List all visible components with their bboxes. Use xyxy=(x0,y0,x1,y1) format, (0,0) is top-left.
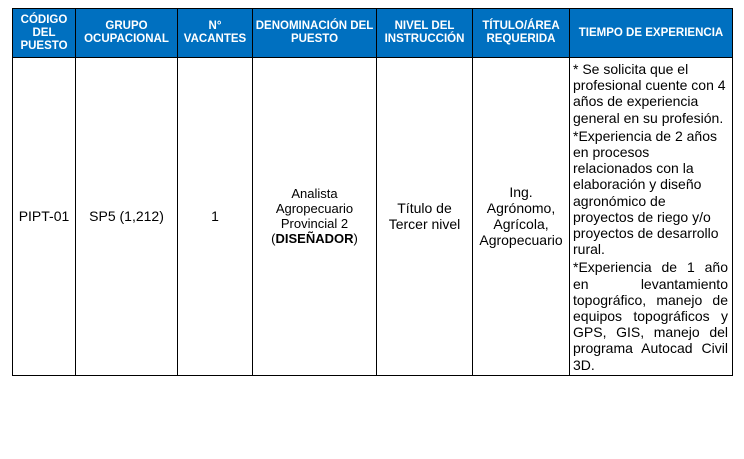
header-titulo: TÍTULO/ÁREA REQUERIDA xyxy=(473,9,570,58)
cell-vacantes: 1 xyxy=(178,58,253,376)
header-denominacion: DENOMINACIÓN DEL PUESTO xyxy=(253,9,377,58)
titulo-line-3: Agrícola, xyxy=(493,216,549,233)
denominacion-line-2: Agropecuario xyxy=(275,201,354,217)
denominacion-line-1: Analista xyxy=(291,186,338,202)
experiencia-item-1: * Se solicita que el profesional cuente con 4 años de experiencia general en su profesión. xyxy=(573,61,726,126)
cell-codigo: PIPT-01 xyxy=(13,58,76,376)
denominacion-close-paren: ) xyxy=(353,231,358,247)
experiencia-item-3: *Experiencia de 1 año en levantamiento topográfico, manejo de equipos topográficos y GPS, GIS, manejo del programa Autocad Civil 3D. xyxy=(573,259,728,373)
titulo-line-1: Ing. xyxy=(509,184,533,201)
header-vacantes: N° VACANTES xyxy=(178,9,253,58)
nivel-line-1: Título de xyxy=(397,200,452,217)
job-requirements-table xyxy=(12,8,733,376)
cell-experiencia xyxy=(570,58,733,376)
header-nivel: NIVEL DEL INSTRUCCIÓN xyxy=(377,9,473,58)
denominacion-open-paren: ( xyxy=(271,231,276,247)
denominacion-role: DISEÑADOR xyxy=(275,231,354,247)
nivel-line-2: Tercer nivel xyxy=(388,216,461,233)
cell-nivel xyxy=(377,58,473,376)
titulo-line-4: Agropecuario xyxy=(479,232,563,249)
titulo-line-2: Agrónomo, xyxy=(486,200,556,217)
cell-titulo xyxy=(473,58,570,376)
experiencia-item-2: *Experiencia de 2 años en procesos relacionados con la elaboración y diseño agronómico de proyectos de riego y/o proyectos de desarrollo rural. xyxy=(573,127,719,258)
cell-denominacion xyxy=(253,58,377,376)
header-codigo: CÓDIGO DEL PUESTO xyxy=(13,9,76,58)
header-tiempo: TIEMPO DE EXPERIENCIA xyxy=(570,9,733,58)
cell-grupo: SP5 (1,212) xyxy=(76,58,178,376)
denominacion-line-3: Provincial 2 xyxy=(280,216,349,232)
table-row xyxy=(13,58,733,376)
header-row xyxy=(13,9,733,58)
header-grupo: GRUPO OCUPACIONAL xyxy=(76,9,178,58)
